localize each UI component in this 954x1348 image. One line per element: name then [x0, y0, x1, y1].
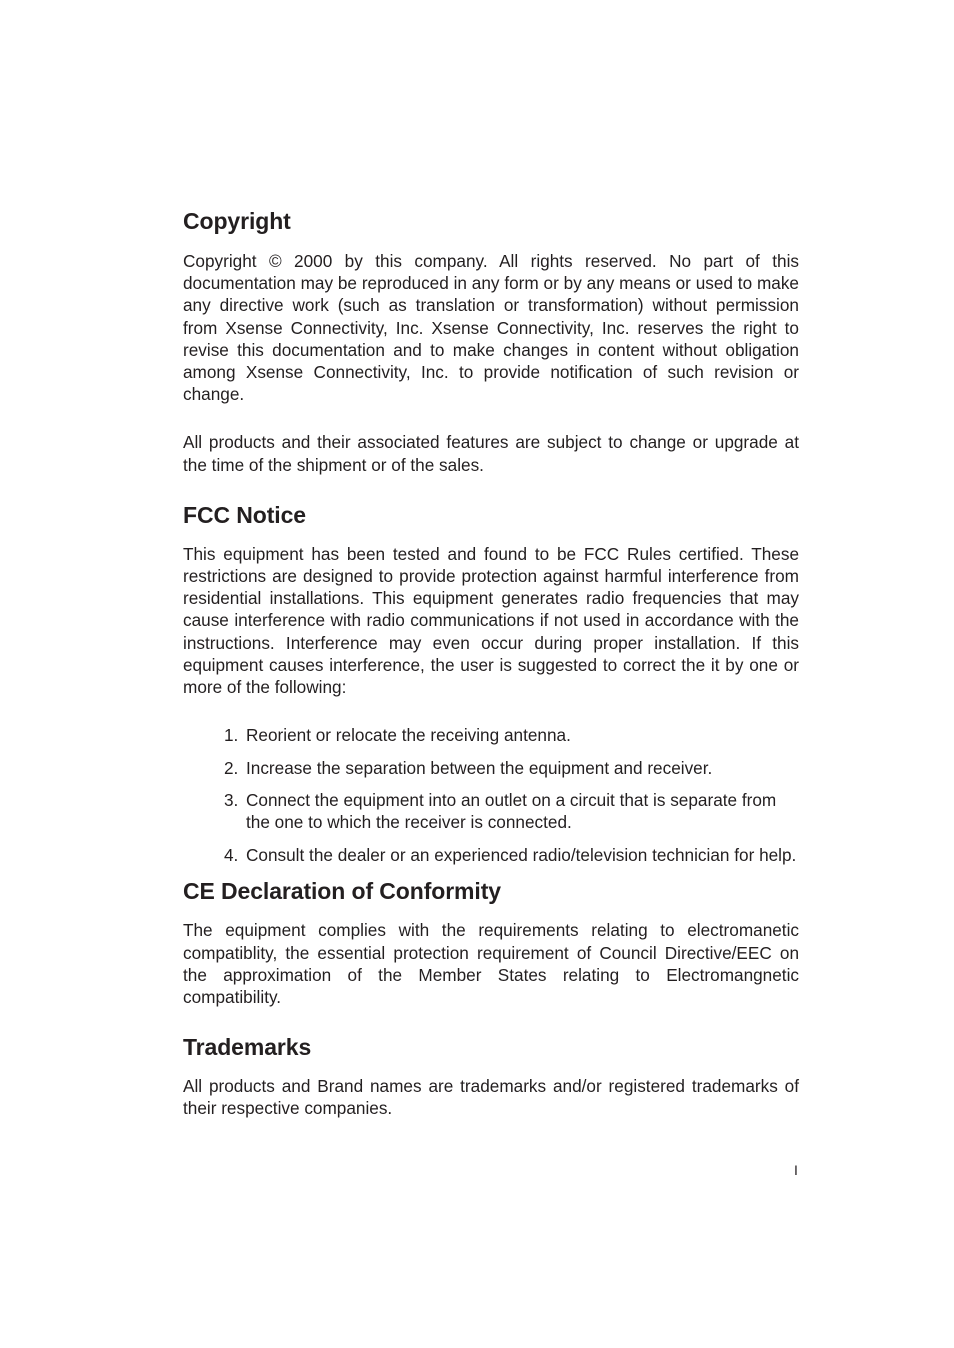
list-item [224, 844, 799, 866]
list-item-text: Connect the equipment into an outlet on a circuit that is separate from the one to which the receiver is connected. [246, 790, 777, 833]
copyright-paragraph: Copyright © 2000 by this company. All rights reserved. No part of this documentation may be reproduced in any form or by any means or used to make any directive work (such as translation or transformation) without permission from Xsense Connectivity, Inc. Xsense Connectivity, Inc. reserves the right to revise this documentation and to make changes in content without obligation among Xsense Connectivity, Inc. to provide notification of such revision or change. [183, 251, 799, 405]
list-item [224, 724, 799, 746]
list-item-text: Reorient or relocate the receiving antenna. [246, 725, 571, 746]
list-item [224, 757, 799, 779]
list-item-text: Consult the dealer or an experienced radio/television technician for help. [246, 844, 797, 865]
trademarks-heading: Trademarks [183, 1034, 312, 1061]
fcc-notice-paragraph: This equipment has been tested and found to be FCC Rules certified. These restrictions are designed to provide protection against harmful interference from residential installations. This equipment generates radio frequencies that may cause interference with radio communications if not used in accordance with the instructions. Interference may even occur during proper installation. If this equipment causes interference, the user is suggested to correct the it by one or more of the following: [183, 543, 799, 698]
fcc-notice-heading: FCC Notice [183, 501, 306, 528]
list-item [224, 789, 799, 833]
copyright-heading: Copyright [183, 208, 291, 234]
list-item-number: 3. [224, 790, 239, 811]
document-page [183, 200, 799, 1120]
trademarks-paragraph: All products and Brand names are trademarks and/or registered trademarks of their respective companies. [183, 1076, 799, 1119]
list-item-text: Increase the separation between the equipment and receiver. [246, 757, 713, 778]
page-number: I [794, 1162, 798, 1178]
ce-declaration-paragraph: The equipment complies with the requirements relating to electromanetic compatiblity, the essential protection requirement of Council Directive/EEC on the approximation of the Member States relating to Electromangnetic compatibility. [183, 920, 799, 1008]
list-item-number: 4. [224, 844, 239, 865]
fcc-remedy-list [183, 724, 799, 866]
ce-declaration-heading: CE Declaration of Conformity [183, 878, 501, 905]
products-change-paragraph: All products and their associated features are subject to change or upgrade at the time of the shipment or of the sales. [183, 432, 799, 475]
list-item-number: 1. [224, 725, 239, 746]
list-item-number: 2. [224, 757, 239, 778]
